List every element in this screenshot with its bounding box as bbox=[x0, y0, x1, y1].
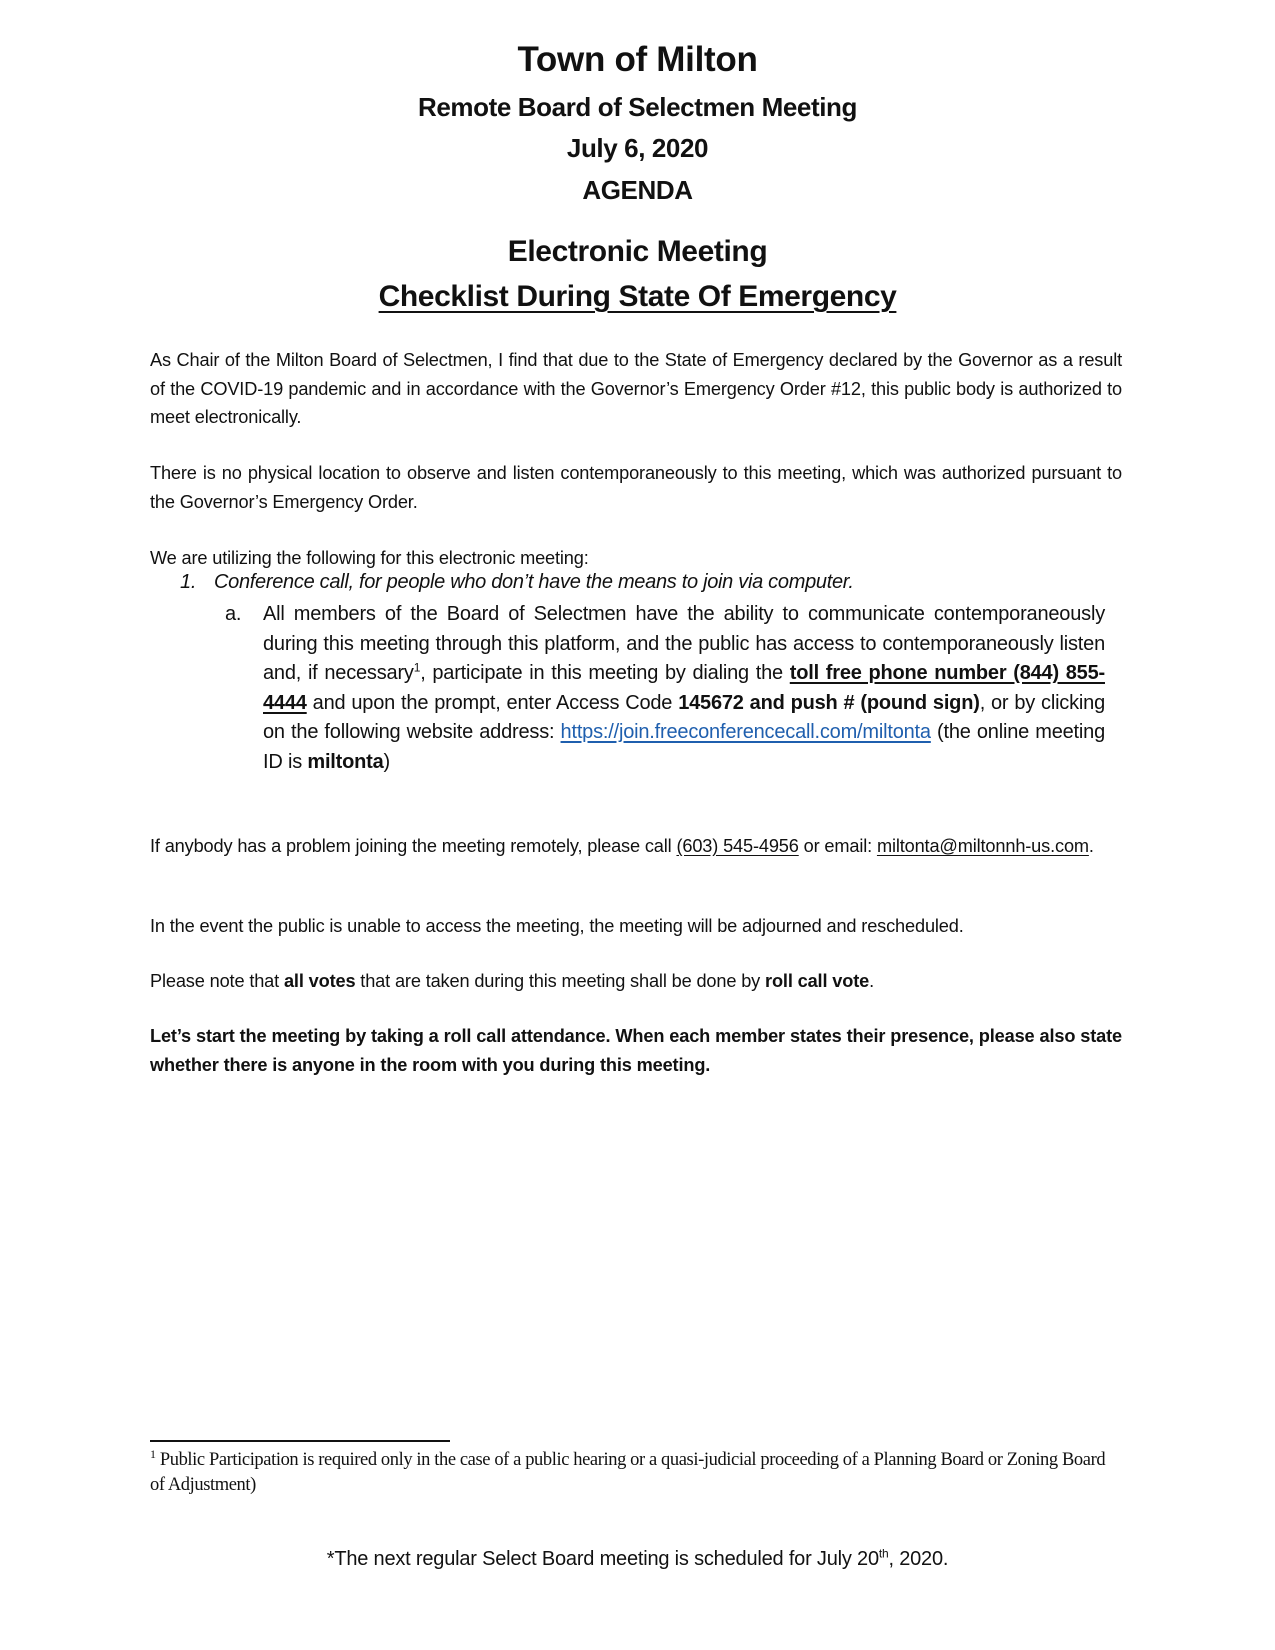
section-subtitle-text: Checklist During State Of Emergency bbox=[378, 280, 897, 313]
sub-list-item bbox=[225, 600, 1105, 777]
footnote-marker: 1 bbox=[150, 1446, 156, 1461]
sub-text-4: , or by clicking on the following website address: bbox=[263, 691, 1105, 743]
authorization-paragraph: As Chair of the Milton Board of Selectmen, I find that due to the State of Emergency declared by the Governor as a result of the COVID-19 pandemic and in accordance with the Governor’s Emergency Order #12, this public body is authorized to meet electronically. bbox=[150, 350, 1122, 427]
meeting-id: miltonta bbox=[307, 750, 384, 773]
sub-text-6: ) bbox=[383, 750, 391, 773]
section-subtitle bbox=[0, 280, 1275, 314]
utilizing-paragraph: We are utilizing the following for this electronic meeting: bbox=[150, 548, 589, 568]
list-item-text: Conference call, for people who don’t have the means to join via computer. bbox=[214, 571, 854, 593]
footnote bbox=[150, 1448, 1122, 1498]
support-text-2: or email: bbox=[798, 836, 877, 856]
votes-bold-2: roll call vote bbox=[765, 971, 870, 991]
sub-list-marker: a. bbox=[225, 603, 242, 625]
footnote-text: Public Participation is required only in the case of a public hearing or a quasi-judicial proceeding of a Planning Board or Zoning Board of Adjustment) bbox=[150, 1450, 1106, 1495]
votes-text-2: that are taken during this meeting shall be done by bbox=[355, 971, 766, 991]
next-meeting-ordinal: th bbox=[878, 1546, 889, 1561]
location-paragraph: There is no physical location to observe and listen contemporaneously to this meeting, which was authorized pursuant to the Governor’s Emergency Order. bbox=[150, 463, 1122, 512]
sub-text-3: and upon the prompt, enter Access Code bbox=[306, 691, 679, 714]
conference-website-link[interactable]: https://join.freeconferencecall.com/miltonta bbox=[560, 721, 931, 743]
support-email-link[interactable]: miltonta@miltonnh-us.com bbox=[876, 836, 1089, 856]
section-title: Electronic Meeting bbox=[507, 235, 768, 268]
adjournment-paragraph: In the event the public is unable to access the meeting, the meeting will be adjourned and rescheduled. bbox=[150, 916, 964, 936]
meeting-title: Remote Board of Selectmen Meeting bbox=[418, 92, 857, 122]
toll-free-phone-number[interactable]: toll free phone number (844) 855-4444 bbox=[263, 662, 1105, 714]
roll-call-paragraph: Let’s start the meeting by taking a roll call attendance. When each member states their presence, please also state whether there is anyone in the room with you during this meeting. bbox=[150, 1026, 1122, 1075]
sub-text-1: All members of the Board of Selectmen have the ability to communicate contemporaneously during this meeting through this platform, and the public has access to contemporaneously listen and, if necessary bbox=[263, 603, 1105, 684]
next-meeting-text-2: , 2020. bbox=[888, 1548, 949, 1570]
sub-text-5: (the online meeting ID is bbox=[263, 721, 1105, 773]
support-paragraph bbox=[150, 832, 1122, 861]
votes-bold-1: all votes bbox=[283, 971, 356, 991]
sub-list-body bbox=[263, 600, 1105, 777]
list-number: 1. bbox=[180, 571, 197, 593]
support-text-1: If anybody has a problem joining the meeting remotely, please call bbox=[150, 836, 677, 856]
support-text-3: . bbox=[1088, 836, 1094, 856]
support-phone-link[interactable]: (603) 545-4956 bbox=[676, 836, 799, 856]
next-meeting-text-1: *The next regular Select Board meeting is scheduled for July 20 bbox=[326, 1548, 879, 1570]
sub-text-2: , participate in this meeting by dialing the bbox=[420, 662, 790, 684]
access-code: 145672 and push # (pound sign) bbox=[678, 691, 980, 714]
footnote-separator bbox=[150, 1440, 450, 1442]
town-title: Town of Milton bbox=[517, 40, 758, 79]
votes-text-3: . bbox=[869, 971, 874, 991]
meeting-date: July 6, 2020 bbox=[566, 133, 709, 163]
next-meeting-note bbox=[0, 1548, 1275, 1571]
footnote-reference[interactable]: 1 bbox=[413, 660, 421, 675]
votes-text-1: Please note that bbox=[150, 971, 284, 991]
document-type: AGENDA bbox=[582, 175, 693, 205]
votes-paragraph bbox=[150, 967, 1122, 996]
list-item-conference-call bbox=[180, 571, 1080, 594]
